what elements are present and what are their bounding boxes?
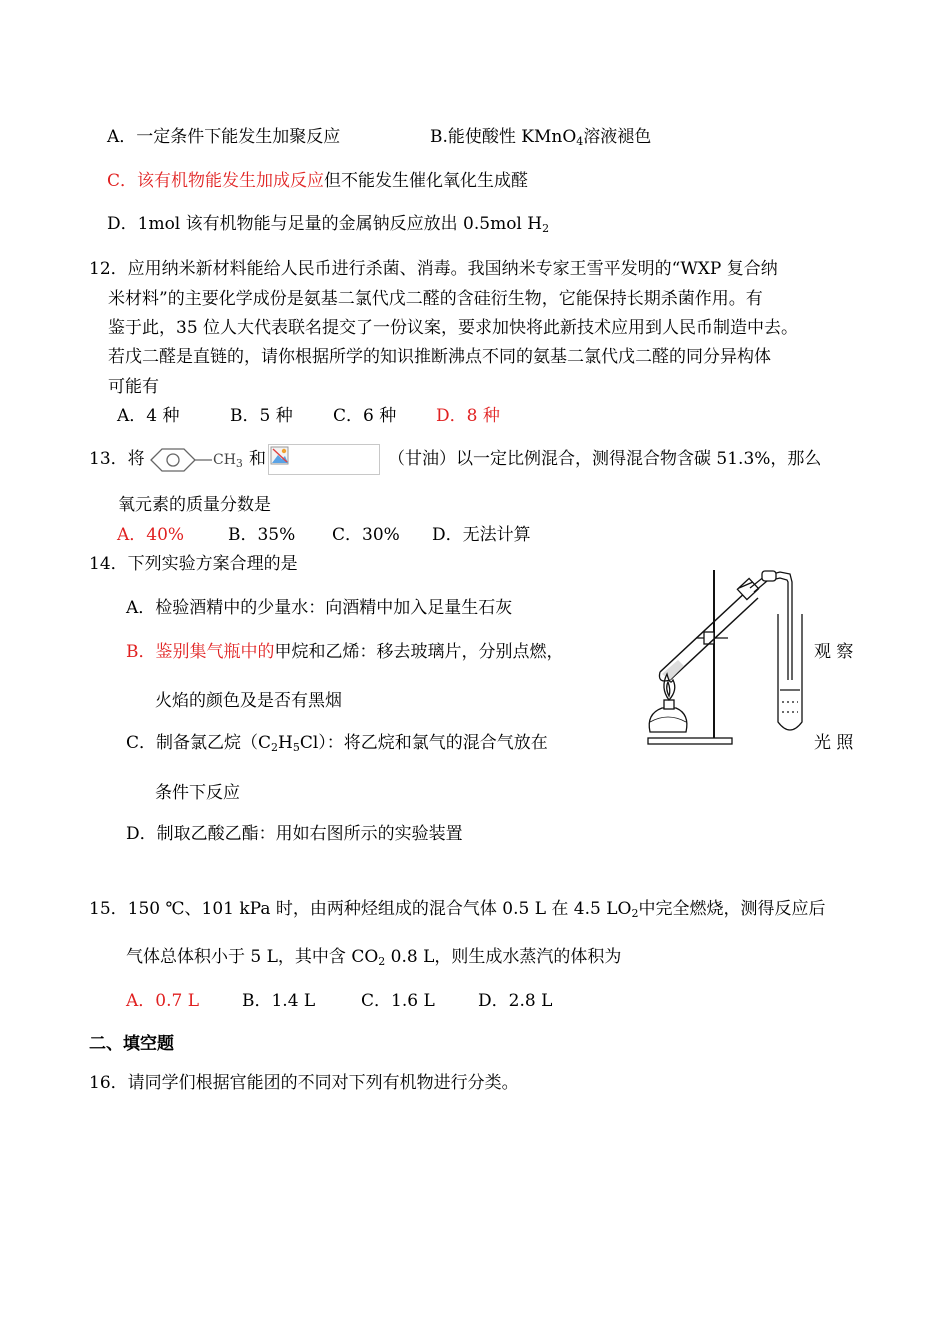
q12-line-4: 若戊二醛是直链的，请你根据所学的知识推断沸点不同的氨基二氯代戊二醛的同分异构体 bbox=[108, 347, 771, 367]
q12-line-5: 可能有 bbox=[108, 377, 159, 397]
q12-option-b: B．5 种 bbox=[230, 406, 293, 426]
q14-option-d: D．制取乙酸乙酯：用如右图所示的实验装置 bbox=[126, 824, 463, 844]
q12-line-2: 米材料”的主要化学成份是氨基二氯代戊二醛的含硅衍生物，它能保持长期杀菌作用。有 bbox=[108, 289, 763, 309]
q12-option-a: A．4 种 bbox=[117, 406, 180, 426]
q13-line-2: 氧元素的质量分数是 bbox=[118, 495, 271, 515]
q14-option-c: C．制备氯乙烷$(C_2H_5Cl)$：将乙烷和氯气的混合气放在 bbox=[126, 733, 548, 754]
q14-option-b: B．鉴别集气瓶中的甲烷和乙烯：移去玻璃片，分别点燃， bbox=[126, 642, 564, 662]
q14-option-c-line-2: 条件下反应 bbox=[155, 783, 240, 803]
broken-image-icon bbox=[270, 446, 290, 466]
q16-text: 16．请同学们根据官能团的不同对下列有机物进行分类。 bbox=[89, 1073, 519, 1093]
q11-option-a: A．一定条件下能发生加聚反应 bbox=[107, 127, 341, 147]
q13-option-c: C．30% bbox=[332, 525, 400, 545]
q13-rest: （甘油）以一定比例混合，测得混合物含碳 51.3%，那么 bbox=[388, 449, 822, 469]
q13-and: 和 bbox=[249, 449, 266, 469]
q15-option-b: B．1.4 L bbox=[242, 991, 316, 1011]
q12-line-3: 鉴于此，35 位人大代表联名提交了一份议案，要求加快将此新技术应用到人民币制造中去。 bbox=[108, 318, 799, 338]
q11-option-c: C．该有机物能发生加成反应但不能发生催化氧化生成醛 bbox=[107, 171, 529, 191]
q13-option-d: D．无法计算 bbox=[432, 525, 531, 545]
toluene-ch3-label: $CH_3$ bbox=[213, 452, 243, 470]
q13-option-b: B．35% bbox=[228, 525, 296, 545]
ethyl-acetate-apparatus-figure bbox=[640, 562, 810, 752]
q12-option-c: C．6 种 bbox=[333, 406, 397, 426]
q11-option-d: D．1mol 该有机物能与足量的金属钠反应放出 0.5mol $H_2$ bbox=[107, 214, 550, 235]
section-2-title: 二、填空题 bbox=[89, 1034, 174, 1054]
q14-option-a: A．检验酒精中的少量水：向酒精中加入足量生石灰 bbox=[126, 598, 513, 618]
q15-line-1: 15．150 ℃、101 kPa 时，由两种烃组成的混合气体 0.5 L 在 4.5 $LO_2$中完全燃烧，测得反应后 bbox=[89, 899, 826, 920]
q14-option-c-end: 光 照 bbox=[814, 733, 854, 753]
q13-option-a: A．40% bbox=[117, 525, 185, 545]
q12-line-1: 12．应用纳米新材料能给人民币进行杀菌、消毒。我国纳米专家王雪平发明的“WXP 复合纳 bbox=[89, 259, 778, 279]
q14-title: 14．下列实验方案合理的是 bbox=[89, 554, 298, 574]
q15-option-d: D．2.8 L bbox=[478, 991, 553, 1011]
q15-line-2: 气体总体积小于 5 L，其中含 $CO_2$ 0.8 L，则生成水蒸汽的体积为 bbox=[126, 947, 622, 968]
q12-option-d: D．8 种 bbox=[436, 406, 500, 426]
q11-option-b: B.能使酸性 KMnO$_4$溶液褪色 bbox=[430, 127, 652, 148]
q14-option-b-end: 观 察 bbox=[814, 642, 854, 662]
q15-option-a: A．0.7 L bbox=[126, 991, 200, 1011]
glycerol-structure-image bbox=[268, 444, 380, 475]
q14-option-b-line-2: 火焰的颜色及是否有黑烟 bbox=[155, 691, 342, 711]
q13-prefix: 13．将 bbox=[89, 449, 145, 469]
q15-option-c: C．1.6 L bbox=[361, 991, 435, 1011]
